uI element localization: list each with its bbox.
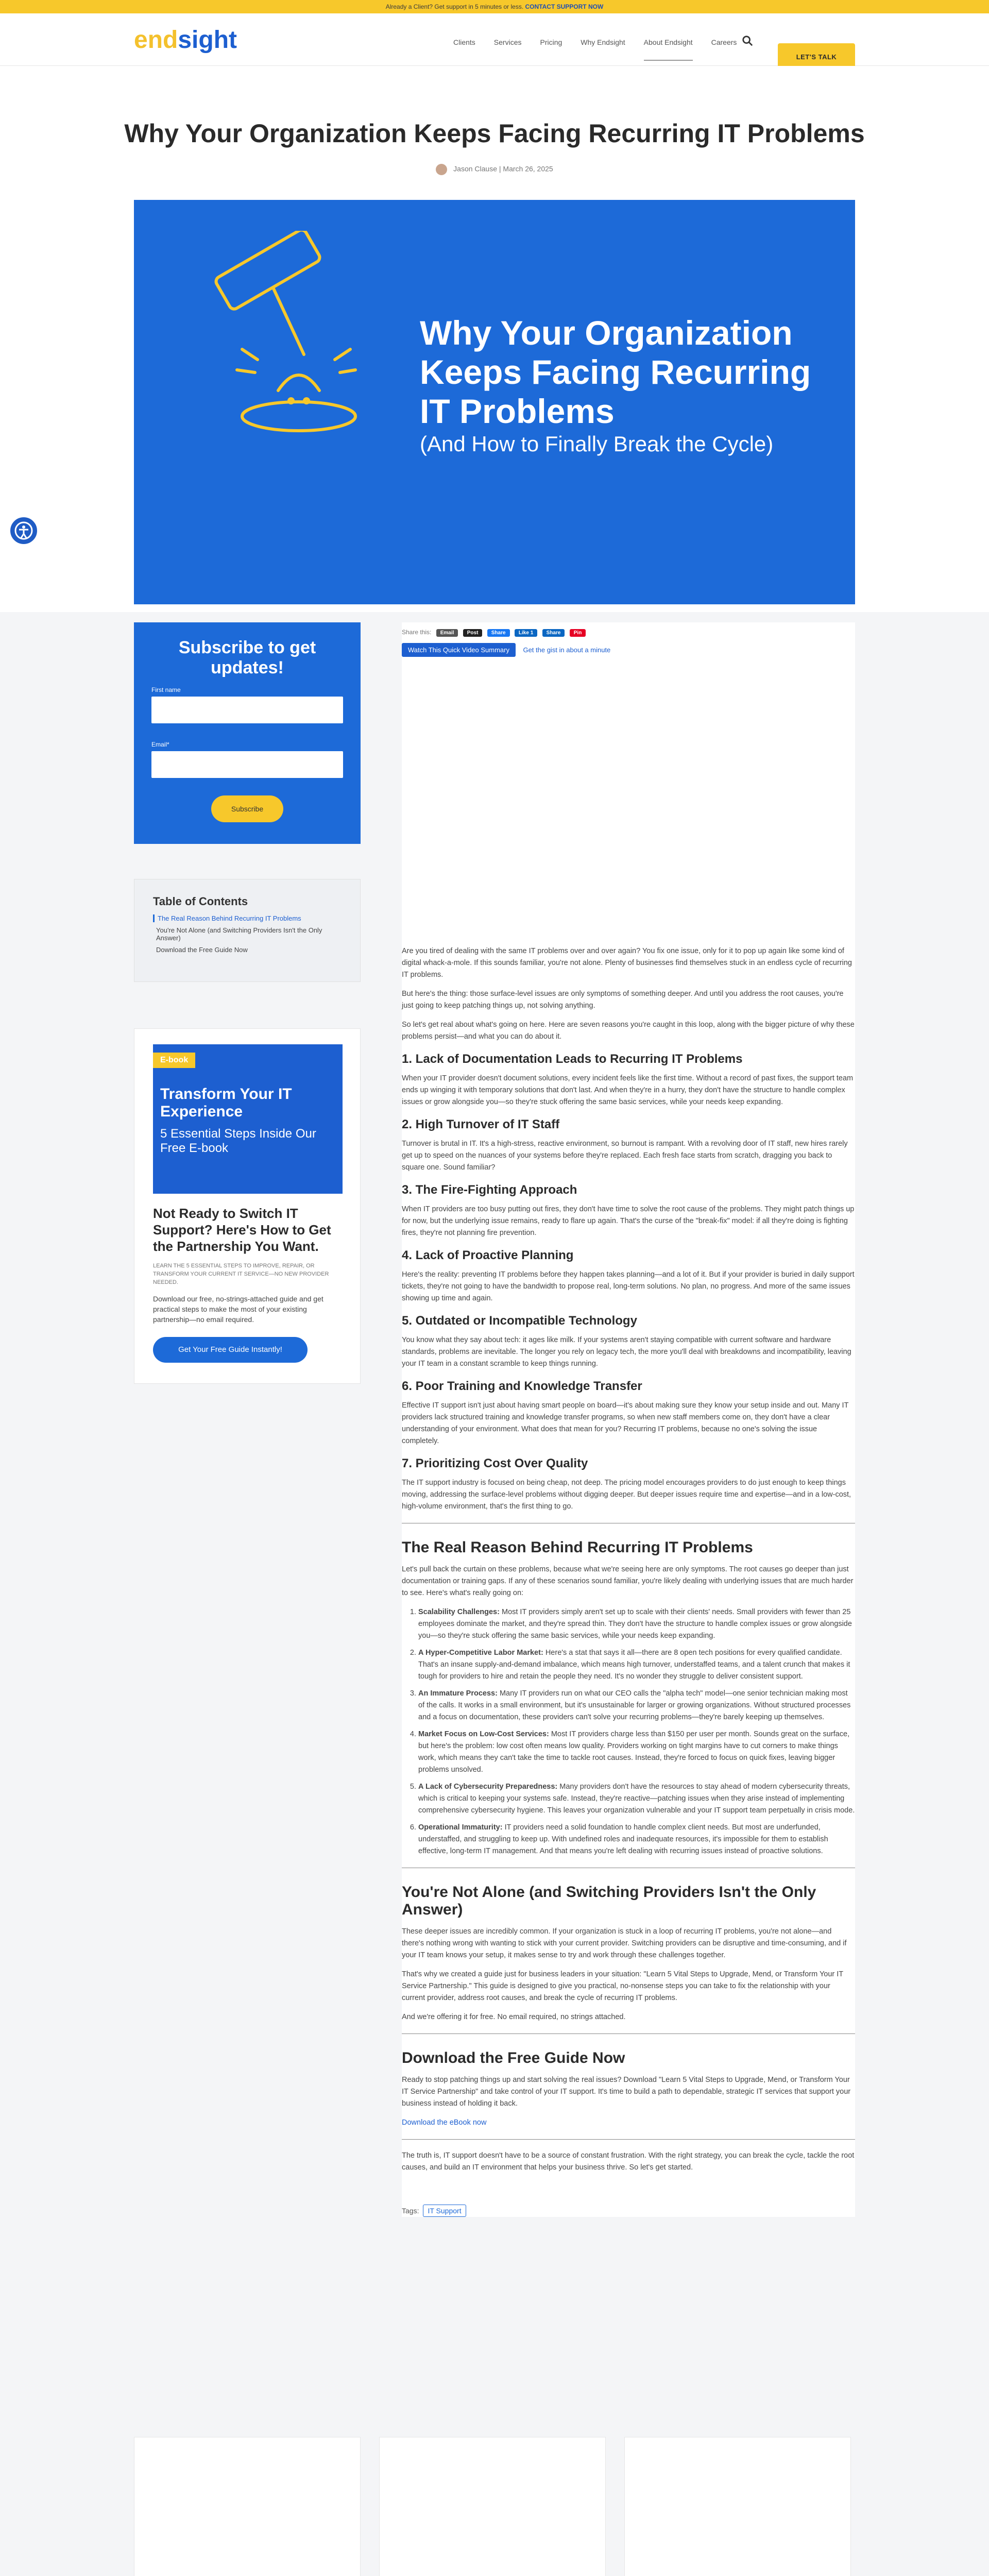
nav-pricing[interactable]: Pricing [540, 38, 562, 46]
not-alone-heading: You're Not Alone (and Switching Providers Isn't the Only Answer) [402, 1884, 816, 1918]
first-name-label: First name [151, 686, 181, 693]
share-email-button[interactable]: Email [436, 629, 458, 637]
article-body [402, 945, 855, 2174]
divider [402, 2139, 855, 2140]
post-thumbnail[interactable] [398, 2437, 587, 2576]
post-card[interactable] [379, 2437, 606, 2576]
section-paragraph: When IT providers are too busy putting out fires, they don't have time to solve the root cause of the problems. They might patch things up for now, but the underlying issue remains, ready to flare up again. That's the curse of the "break-fix" model: if all they're doing is fighting fires, they're not planning fire prevention. [402, 1205, 855, 1237]
banner-subtitle: (And How to Finally Break the Cycle) [420, 432, 774, 456]
intro-paragraph: So let's get real about what's going on here. Here are seven reasons you're caught in this loop, along with the bigger picture of why these problems persist—and what you can do about it. [402, 1021, 855, 1041]
list-item: 2. A Hyper-Competitive Labor Market: Here's a stat that says it all—there are 8 open tech positions for every qualified candidate. That's an insane supply-and-demand imbalance, which means high turnover, understaffed teams, and a talent crunch that makes it tough for providers to hire and retain the people they need. It's no wonder they struggle to deliver consistent support. [418, 1647, 855, 1683]
not-alone-paragraph: These deeper issues are incredibly common. If your organization is stuck in a loop of recurring IT problems, you're not alone—and there's nothing wrong with wanting to stick with your current provider. Switching providers can be disruptive and time-consuming, and if your IT team knows your setup, it makes sense to try and work through these challenges together. [402, 1927, 847, 1959]
post-card[interactable] [624, 2437, 851, 2576]
section-paragraph: Turnover is brutal in IT. It's a high-stress, reactive environment, so burnout is rampant. With a revolving door of IT staff, new hires rarely get up to speed on the nuances of your systems before they're replaced. Each fresh face starts from scratch, dragging you back to square one. Sound familiar? [402, 1140, 848, 1172]
toc-title: Table of Contents [153, 895, 248, 908]
section-paragraph: You know what they say about tech: it ages like milk. If your systems aren't staying compatible with current software and hardware standards, problems are inevitable. The longer you rely on legacy tech, the more you'll deal with breakdowns and incompatibility, leaving your IT team in a constant scramble to keep things running. [402, 1336, 851, 1368]
section-heading: 6. Poor Training and Knowledge Transfer [402, 1379, 642, 1393]
list-item: 4. Market Focus on Low-Cost Services: Most IT providers charge less than $150 per user per month. Sounds great on the surface, but here's the problem: low cost often means low quality. Providers working on tight margins have to cut corners to make things work, which means they can't take the time to tackle root causes. Instead, they're forced to focus on quick fixes, leaving bigger problems unsolved. [418, 1728, 855, 1776]
nav-why-endsight[interactable]: Why Endsight [581, 38, 625, 46]
section-heading: 3. The Fire-Fighting Approach [402, 1183, 577, 1197]
author-name[interactable]: Jason Clause [453, 164, 497, 173]
watch-video-link[interactable]: Get the gist in about a minute [523, 646, 611, 654]
sidebar [134, 622, 361, 1384]
intro-paragraph: But here's the thing: those surface-level issues are only symptoms of something deeper. And until you address the root causes, you're just going to keep patching things up, not solving anything. [402, 990, 844, 1010]
video-embed[interactable] [402, 657, 855, 945]
ebook-tag: E-book [153, 1053, 195, 1068]
email-label: Email* [151, 741, 169, 748]
ebook-promo [134, 1028, 361, 1384]
post-card[interactable] [134, 2437, 361, 2576]
section-heading: 4. Lack of Proactive Planning [402, 1248, 574, 1262]
contact-support-link[interactable]: CONTACT SUPPORT NOW [525, 3, 604, 10]
site-header [0, 13, 989, 66]
section-heading: 7. Prioritizing Cost Over Quality [402, 1456, 588, 1470]
section-heading: 5. Outdated or Incompatible Technology [402, 1314, 637, 1328]
search-icon[interactable] [742, 35, 753, 46]
download-paragraph: Ready to stop patching things up and start solving the real issues? Download "Learn 5 Vital Steps to Upgrade, Mend, or Transform Your IT Service Partnership" and take control of your IT support. It's time to build a path to dependable, strategic IT services that support your business instead of holding it back. [402, 2076, 851, 2108]
download-heading: Download the Free Guide Now [402, 2049, 625, 2066]
endsight-logo[interactable]: endsight [134, 26, 237, 54]
share-label: Share this: [402, 629, 432, 636]
page-title: Why Your Organization Keeps Facing Recurring IT Problems [124, 119, 865, 148]
not-alone-paragraph: And we're offering it for free. No email required, no strings attached. [402, 2013, 626, 2021]
get-free-guide-button[interactable]: Get Your Free Guide Instantly! [153, 1337, 308, 1363]
tag-it-support[interactable]: IT Support [423, 2205, 466, 2217]
subscribe-form [134, 622, 361, 844]
ebook-heading: Not Ready to Switch IT Support? Here's How to Get the Partnership You Want. [153, 1206, 331, 1254]
share-x-button[interactable]: Post [463, 629, 483, 637]
root-causes-list [418, 1606, 855, 1857]
share-pinterest-button[interactable]: Pin [570, 629, 586, 637]
real-reason-paragraph: Let's pull back the curtain on these problems, because what we're seeing here are only symptoms. The root causes go deeper than just documentation or training gaps. If any of these scenarios sound familiar, you're likely dealing with underlying issues that are much harder to see. Here's what's really going on: [402, 1565, 854, 1597]
first-name-field[interactable] [151, 697, 343, 723]
list-item: 5. A Lack of Cybersecurity Preparedness: Many providers don't have the resources to stay ahead of modern cybersecurity threats, which is critical to keeping your systems safe. Instead, they're reactive—patching issues when they arise instead of implementing comprehensive cybersecurity hygiene. This leaves your organization vulnerable and your IT support team perpetually in crisis mode. [418, 1781, 855, 1817]
share-linkedin-like-button[interactable]: Like 1 [515, 629, 537, 637]
banner-title: Why Your Organization Keeps Facing Recurring IT Problems [420, 314, 811, 430]
tags-row [402, 2205, 855, 2217]
nav-about-endsight[interactable]: About Endsight [644, 38, 693, 61]
section-heading: 1. Lack of Documentation Leads to Recurring IT Problems [402, 1052, 743, 1066]
section-paragraph: When your IT provider doesn't document solutions, every incident feels like the first time. Without a record of past fixes, the support team ends up winging it with temporary solutions that don't last. And when they're in a hurry, they don't have the structure to handle complex issues or grow alongside you—so they're stuck offering the same basic services, while your needs keep expanding. [402, 1074, 854, 1106]
nav-services[interactable]: Services [493, 38, 522, 46]
ebook-description: Download our free, no-strings-attached guide and get practical steps to make the most of your existing partnership—no email required. [153, 1295, 323, 1324]
announcement-bar [0, 0, 989, 13]
post-thumbnail[interactable] [643, 2437, 832, 2576]
list-item: 6. Operational Immaturity: IT providers need a solid foundation to handle complex client needs. But most are underfunded, understaffed, and struggling to keep up. With undefined roles and inadequate resources, it's impossible for them to establish effective, long-term IT management. And that means you're left dealing with recurring issues instead of proactive solutions. [418, 1822, 855, 1857]
ebook-cover[interactable] [153, 1044, 343, 1194]
real-reason-heading: The Real Reason Behind Recurring IT Problems [402, 1539, 753, 1556]
closing-paragraph: The truth is, IT support doesn't have to be a source of constant frustration. With the right strategy, you can break the cycle, tackle the root causes, and build an IT environment that helps your business thrive. So let's get started. [402, 2151, 855, 2172]
nav-clients[interactable]: Clients [453, 38, 475, 46]
section-paragraph: Effective IT support isn't just about having smart people on board—it's about making sure they know your setup inside and out. Many IT providers lack structured training and knowledge transfer programs, so when new staff members come on, they don't have a clear understanding of your environment. What does that mean for you? Recurring IT problems, because no one's solving the issue completely. [402, 1401, 849, 1445]
watch-video-button[interactable]: Watch This Quick Video Summary [402, 643, 516, 657]
main-nav [453, 38, 755, 61]
not-alone-paragraph: That's why we created a guide just for business leaders in your situation: "Learn 5 Vital Steps to Upgrade, Mend, or Transform Your IT Service Partnership." This guide is designed to give you practical, no-nonsense steps you can take to fix the relationship with your current provider, address root causes, and break the cycle of recurring IT problems. [402, 1970, 843, 2002]
publish-date: March 26, 2025 [503, 164, 553, 173]
toc-item[interactable]: You're Not Alone (and Switching Providers Isn't the Only Answer) [156, 926, 322, 942]
list-item: 3. An Immature Process: Many IT providers run on what our CEO calls the "alpha tech" model—one senior technician making most of the calls. It works in a small environment, but it's unsustainable for larger or growing organizations. Without structured processes and a focus on documentation, these providers can't solve your recurring problems—they're barely keeping up themselves. [418, 1688, 855, 1723]
related-posts [134, 2437, 851, 2576]
ebook-cover-title: Transform Your IT Experience [160, 1086, 292, 1120]
list-item: 1. Scalability Challenges: Most IT providers simply aren't set up to scale with their clients' needs. Small providers with fewer than 25 employees dominate the market, and they're spread thin. They don't have the structure to handle complex issues or grow alongside you—so they're stuck offering the same basic services, while your needs keep expanding. [418, 1606, 855, 1642]
accessibility-icon[interactable] [8, 515, 39, 546]
download-ebook-link[interactable]: Download the eBook now [402, 2119, 487, 2127]
announcement-text: Already a Client? Get support in 5 minutes or less. [385, 3, 524, 10]
ebook-kicker: LEARN THE 5 ESSENTIAL STEPS TO IMPROVE, REPAIR, OR TRANSFORM YOUR CURRENT IT SERVICE—NO NEW PROVIDER NEEDED. [153, 1263, 329, 1285]
intro-paragraph: Are you tired of dealing with the same IT problems over and over again? You fix one issue, only for it to pop up again like some kind of digital whack-a-mole. If this sounds familiar, you're not alone. Plenty of businesses find themselves stuck in an endless cycle of recurring IT problems. [402, 947, 852, 979]
section-paragraph: Here's the reality: preventing IT problems before they happen takes planning—and a lot of it. But if your provider is buried in daily support tickets, they're not going to have the bandwidth to propose real, long-term solutions. No plan, no progress. And more of the same issues showing up time and again. [402, 1270, 855, 1302]
share-linkedin-button[interactable]: Share [542, 629, 565, 637]
video-summary-row [402, 643, 855, 657]
toc-item[interactable]: Download the Free Guide Now [156, 946, 248, 954]
nav-careers[interactable]: Careers [711, 38, 737, 46]
share-facebook-button[interactable]: Share [487, 629, 510, 637]
gavel-illustration-icon [196, 231, 381, 447]
email-field[interactable] [151, 751, 343, 778]
article-meta: Jason Clause | March 26, 2025 [0, 164, 989, 175]
ebook-cover-subtitle: 5 Essential Steps Inside Our Free E-book [160, 1127, 316, 1155]
section-heading: 2. High Turnover of IT Staff [402, 1117, 560, 1131]
author-avatar [436, 164, 447, 175]
table-of-contents [134, 879, 361, 982]
featured-banner [134, 200, 855, 604]
divider [402, 2033, 855, 2034]
section-paragraph: The IT support industry is focused on being cheap, not deep. The pricing model encourages providers to do just enough to keep things moving, addressing the surface-level problems without digging deeper. But deeper issues require time and expertise—and in a low-cost, high-volume environment, that's the first thing to go. [402, 1479, 851, 1511]
subscribe-title: Subscribe to get updates! [178, 638, 316, 677]
subscribe-button[interactable]: Subscribe [211, 795, 283, 822]
tags-label: Tags: [402, 2207, 419, 2215]
post-thumbnail[interactable] [153, 2437, 342, 2576]
share-bar [402, 622, 855, 643]
toc-item[interactable]: The Real Reason Behind Recurring IT Problems [153, 914, 342, 922]
article-content [402, 622, 855, 2217]
lets-talk-button[interactable]: LET'S TALK [778, 43, 855, 71]
